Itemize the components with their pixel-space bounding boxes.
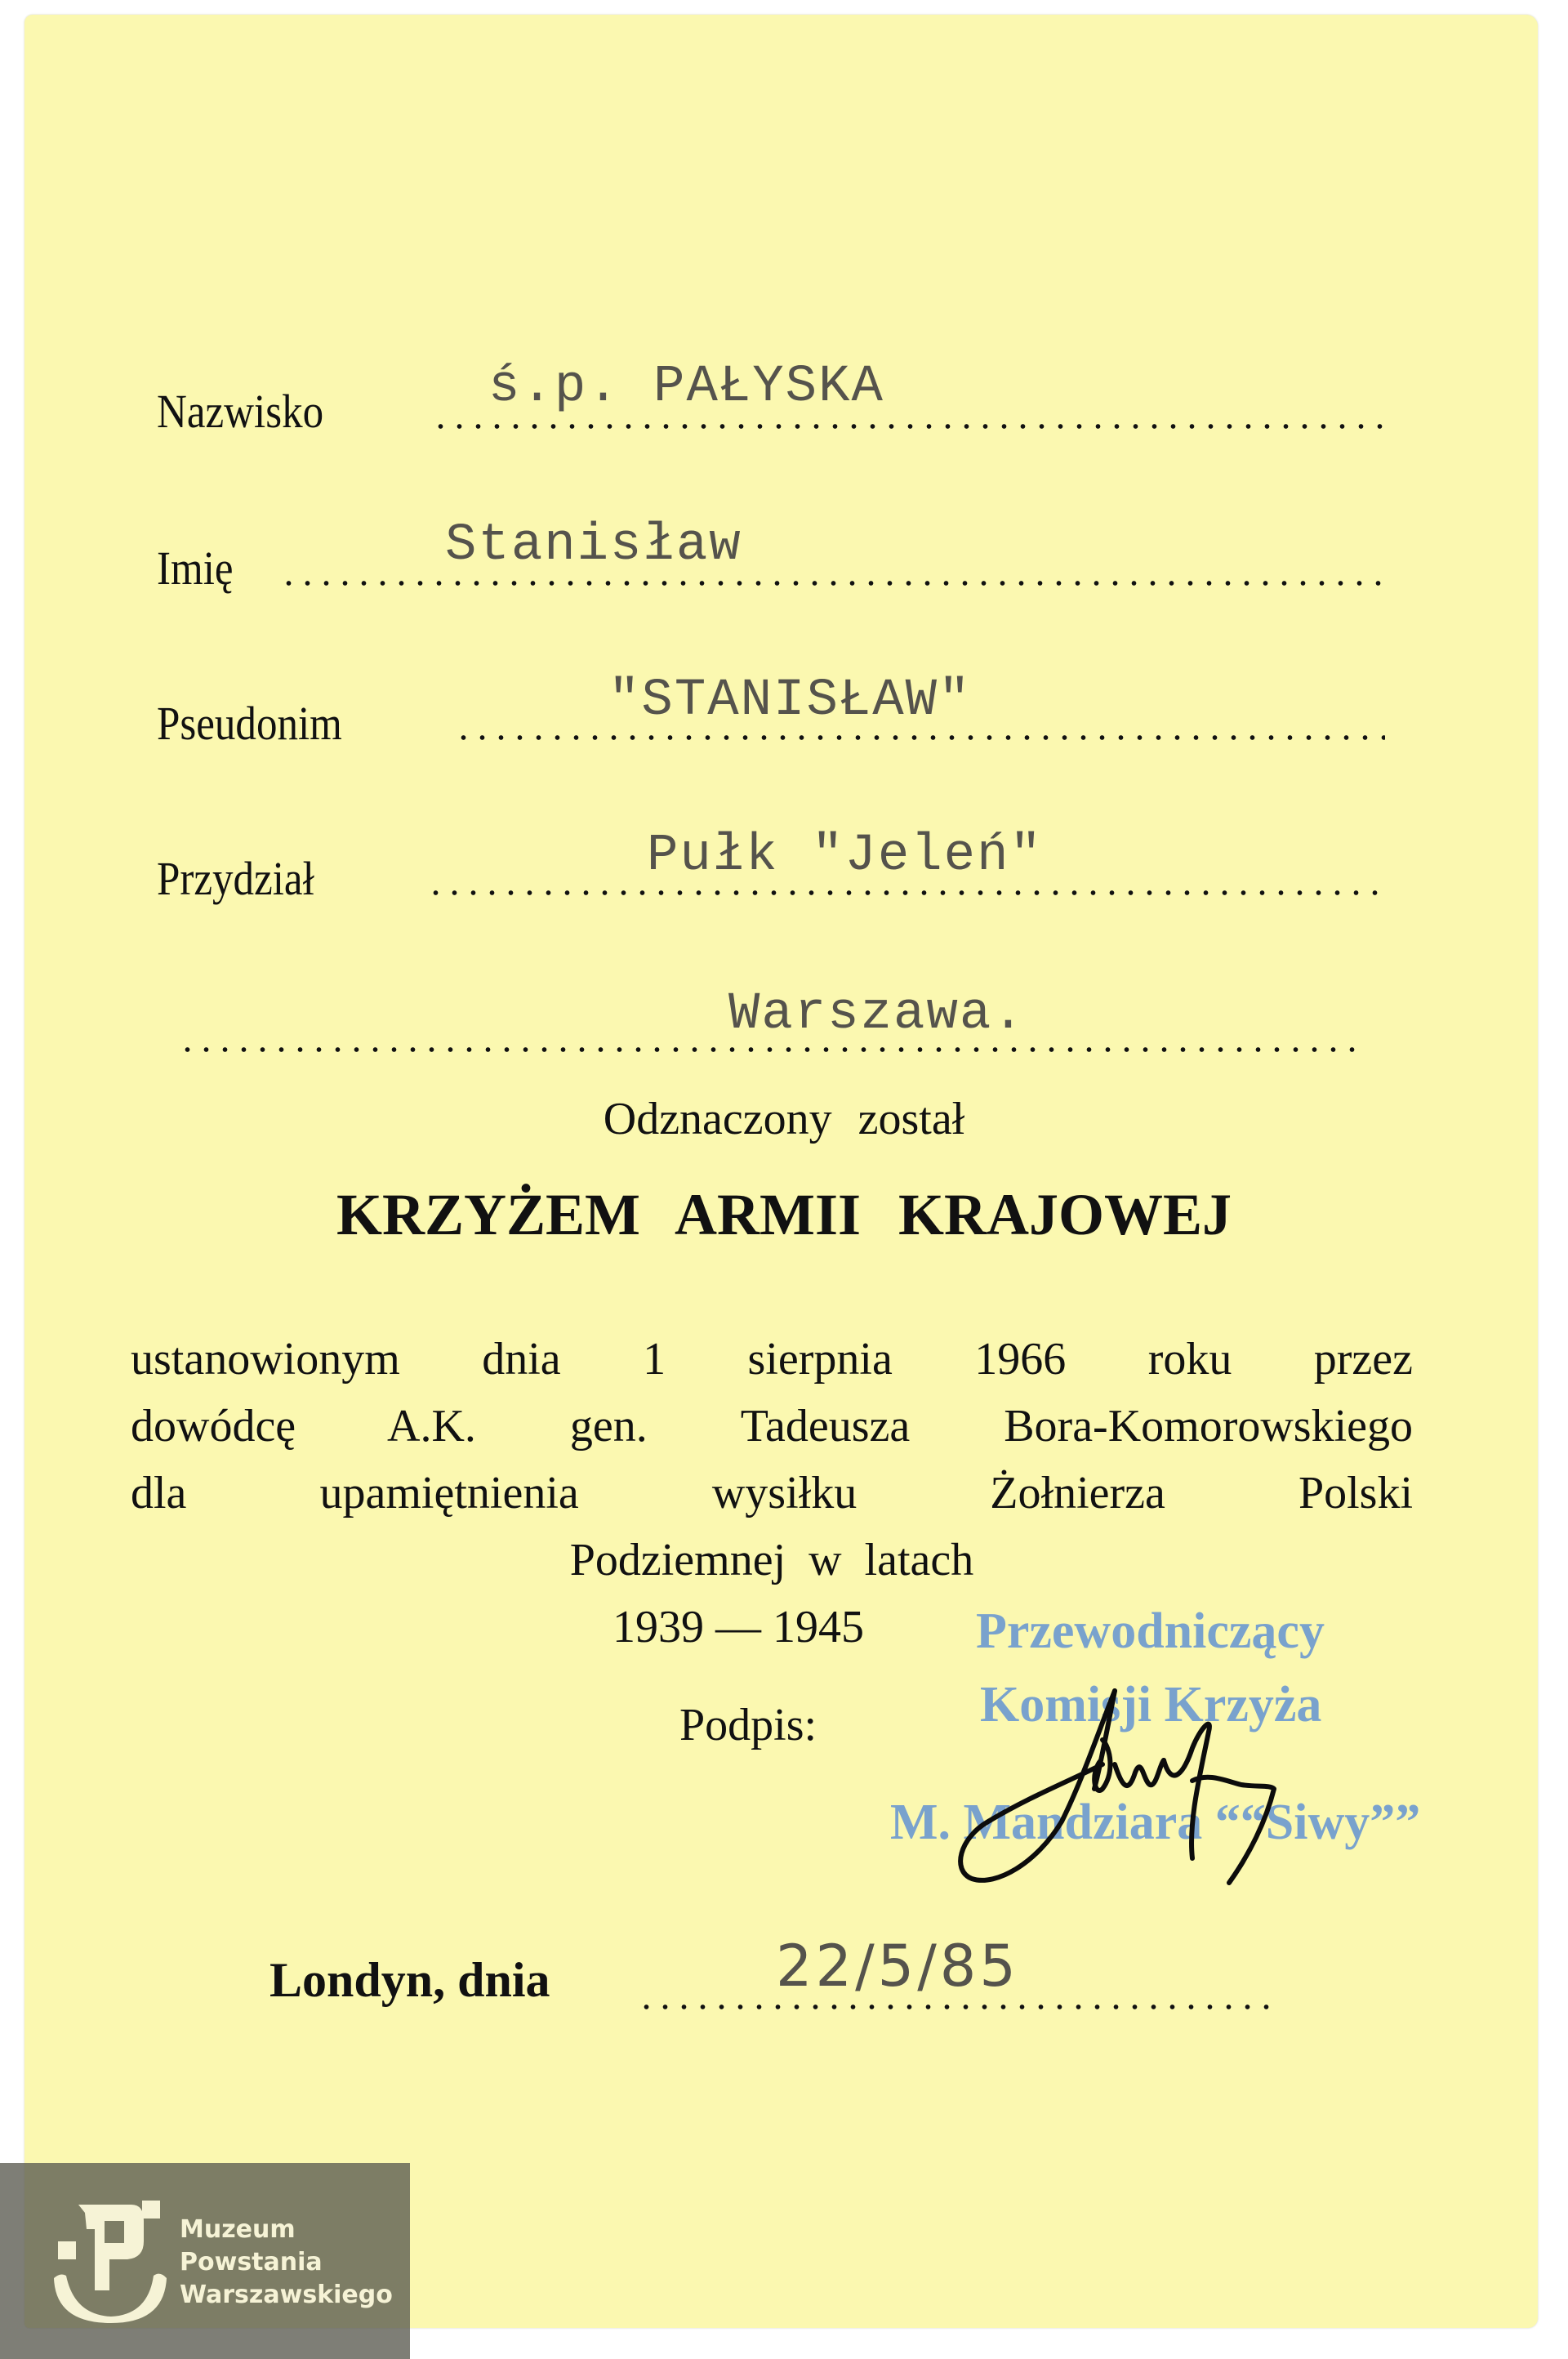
museum-name	[180, 2214, 393, 2312]
field-label-nazwisko: Nazwisko	[157, 385, 324, 438]
decoration-heading: KRZYŻEM ARMII KRAJOWEJ	[336, 1182, 1232, 1247]
paragraph-line-2: dowódcę A.K. gen. Tadeusza Bora-Komorowskiego	[131, 1401, 1413, 1452]
dotted-line-date	[637, 2004, 1274, 2009]
handwritten-signature-icon	[939, 1683, 1307, 1895]
museum-watermark	[0, 2163, 410, 2359]
dotted-line-location	[178, 1047, 1362, 1052]
paragraph-line-4: Podziemnej w latach	[569, 1535, 974, 1585]
paragraph-line-years: 1939 — 1945	[612, 1602, 864, 1652]
field-value-nazwisko: ś.p. PAŁYSKA	[488, 358, 884, 417]
paragraph-line-1: ustanowionym dnia 1 sierpnia 1966 roku przez	[131, 1334, 1413, 1385]
signature-label: Podpis:	[679, 1700, 817, 1750]
field-label-pseudonim: Pseudonim	[157, 697, 342, 750]
field-value-pseudonim: "STANISŁAW"	[608, 671, 972, 730]
stamp-line-2: Komisji Krzyża	[980, 1677, 1322, 1732]
field-value-imie: Stanisław	[445, 516, 742, 575]
dotted-line-nazwisko	[431, 424, 1383, 429]
dotted-line-imie	[279, 581, 1383, 586]
field-label-przydzial: Przydział	[157, 852, 314, 905]
field-value-przydzial: Pułk "Jeleń"	[647, 827, 1043, 885]
stamp-line-3: M. Mandziara ““Siwy””	[890, 1795, 1421, 1850]
dotted-line-przydzial	[426, 890, 1380, 895]
field-value-location: Warszawa.	[728, 985, 1026, 1044]
kotwica-anchor-logo-icon	[54, 2201, 168, 2323]
museum-name-line-1: Muzeum	[180, 2215, 296, 2244]
field-label-imie: Imię	[157, 542, 234, 595]
intro-text: Odznaczony został	[603, 1094, 965, 1144]
dotted-line-pseudonim	[454, 735, 1385, 740]
museum-name-line-2: Powstania	[180, 2248, 323, 2277]
paragraph-line-3: dla upamiętnienia wysiłku Żołnierza Polski	[131, 1468, 1413, 1518]
place-label: Londyn, dnia	[270, 1953, 550, 2007]
museum-name-line-3: Warszawskiego	[180, 2281, 393, 2309]
date-value: 22/5/85	[776, 1933, 1019, 2000]
stamp-line-1: Przewodniczący	[976, 1603, 1325, 1659]
